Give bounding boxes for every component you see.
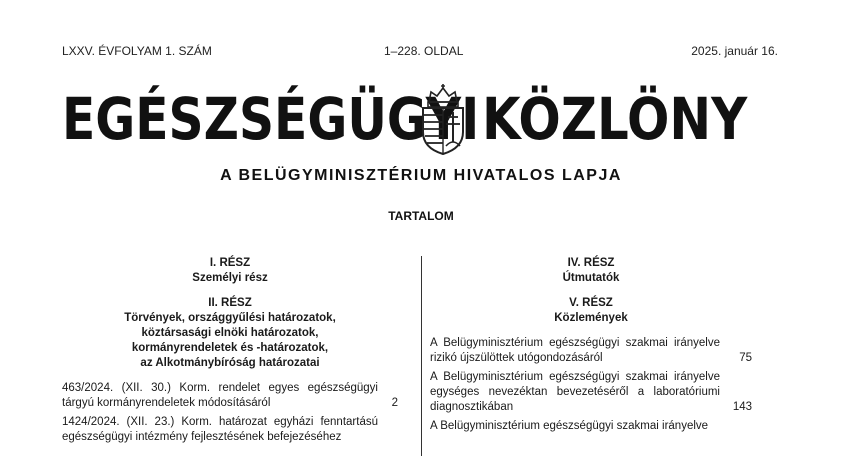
part-1-label: I. RÉSZ (209, 257, 251, 269)
contents-entry-text: A Belügyminisztérium egészségügyi szakmai irányelve rizikó újszülöttek utógondozásáról (430, 337, 720, 364)
part-5-label: V. RÉSZ (569, 297, 613, 309)
column-divider (421, 256, 422, 456)
part-1-title: Személyi rész (192, 272, 268, 284)
contents-entry[interactable] (430, 370, 752, 415)
masthead (62, 86, 780, 166)
part-2-title (62, 311, 398, 371)
masthead-title-right: KÖZLÖNY (482, 85, 748, 153)
contents-entry-text: A Belügyminisztérium egészségügyi szakmai irányelve egységes nevezéktan bevezetéséről a laboratóriumi diagnosztikában (430, 371, 720, 413)
part-5-title: Közlemények (554, 312, 628, 324)
part-2-label: II. RÉSZ (208, 297, 252, 309)
issue-date: 2025. január 16. (691, 44, 778, 58)
part-4-label: IV. RÉSZ (567, 257, 615, 269)
contents-entry-text: 463/2024. (XII. 30.) Korm. rendelet egyes egészségügyi tárgyú kormányrendeletek módosításáról (62, 382, 378, 409)
page-range: 1–228. OLDAL (384, 44, 464, 58)
part-2-title-line: Törvények, országgyűlési határozatok, (124, 312, 336, 324)
contents-entry-page: 143 (732, 401, 752, 413)
contents-left-column (62, 256, 398, 449)
contents-entry-text: 1424/2024. (XII. 23.) Korm. határozat egyházi fenntartású egészségügyi intézmény fejlesztésének befejezéséhez (62, 416, 378, 443)
contents-entry[interactable] (430, 419, 752, 434)
contents-heading: TARTALOM (388, 209, 454, 223)
contents-entry[interactable] (62, 381, 398, 411)
contents-entry-page: 2 (391, 397, 398, 409)
part-2-title-line: köztársasági elnöki határozatok, (141, 327, 319, 339)
contents-right-column (430, 256, 752, 438)
masthead-subtitle: A BELÜGYMINISZTÉRIUM HIVATALOS LAPJA (220, 167, 622, 184)
part-2-title-line: az Alkotmánybíróság határozatai (140, 357, 320, 369)
part-4-title: Útmutatók (562, 272, 620, 284)
contents-entry-text: A Belügyminisztérium egészségügyi szakmai irányelve (430, 420, 709, 432)
volume-number: LXXV. ÉVFOLYAM 1. SZÁM (62, 44, 212, 58)
contents-entry[interactable] (62, 415, 398, 445)
contents-entry-page: 75 (739, 352, 752, 364)
hungarian-coat-of-arms-icon (417, 84, 469, 156)
contents-entry[interactable] (430, 336, 752, 366)
masthead-title-left: EGÉSZSÉGÜGYI (62, 85, 480, 153)
part-2-title-line: kormányrendeletek és -határozatok, (131, 342, 329, 354)
